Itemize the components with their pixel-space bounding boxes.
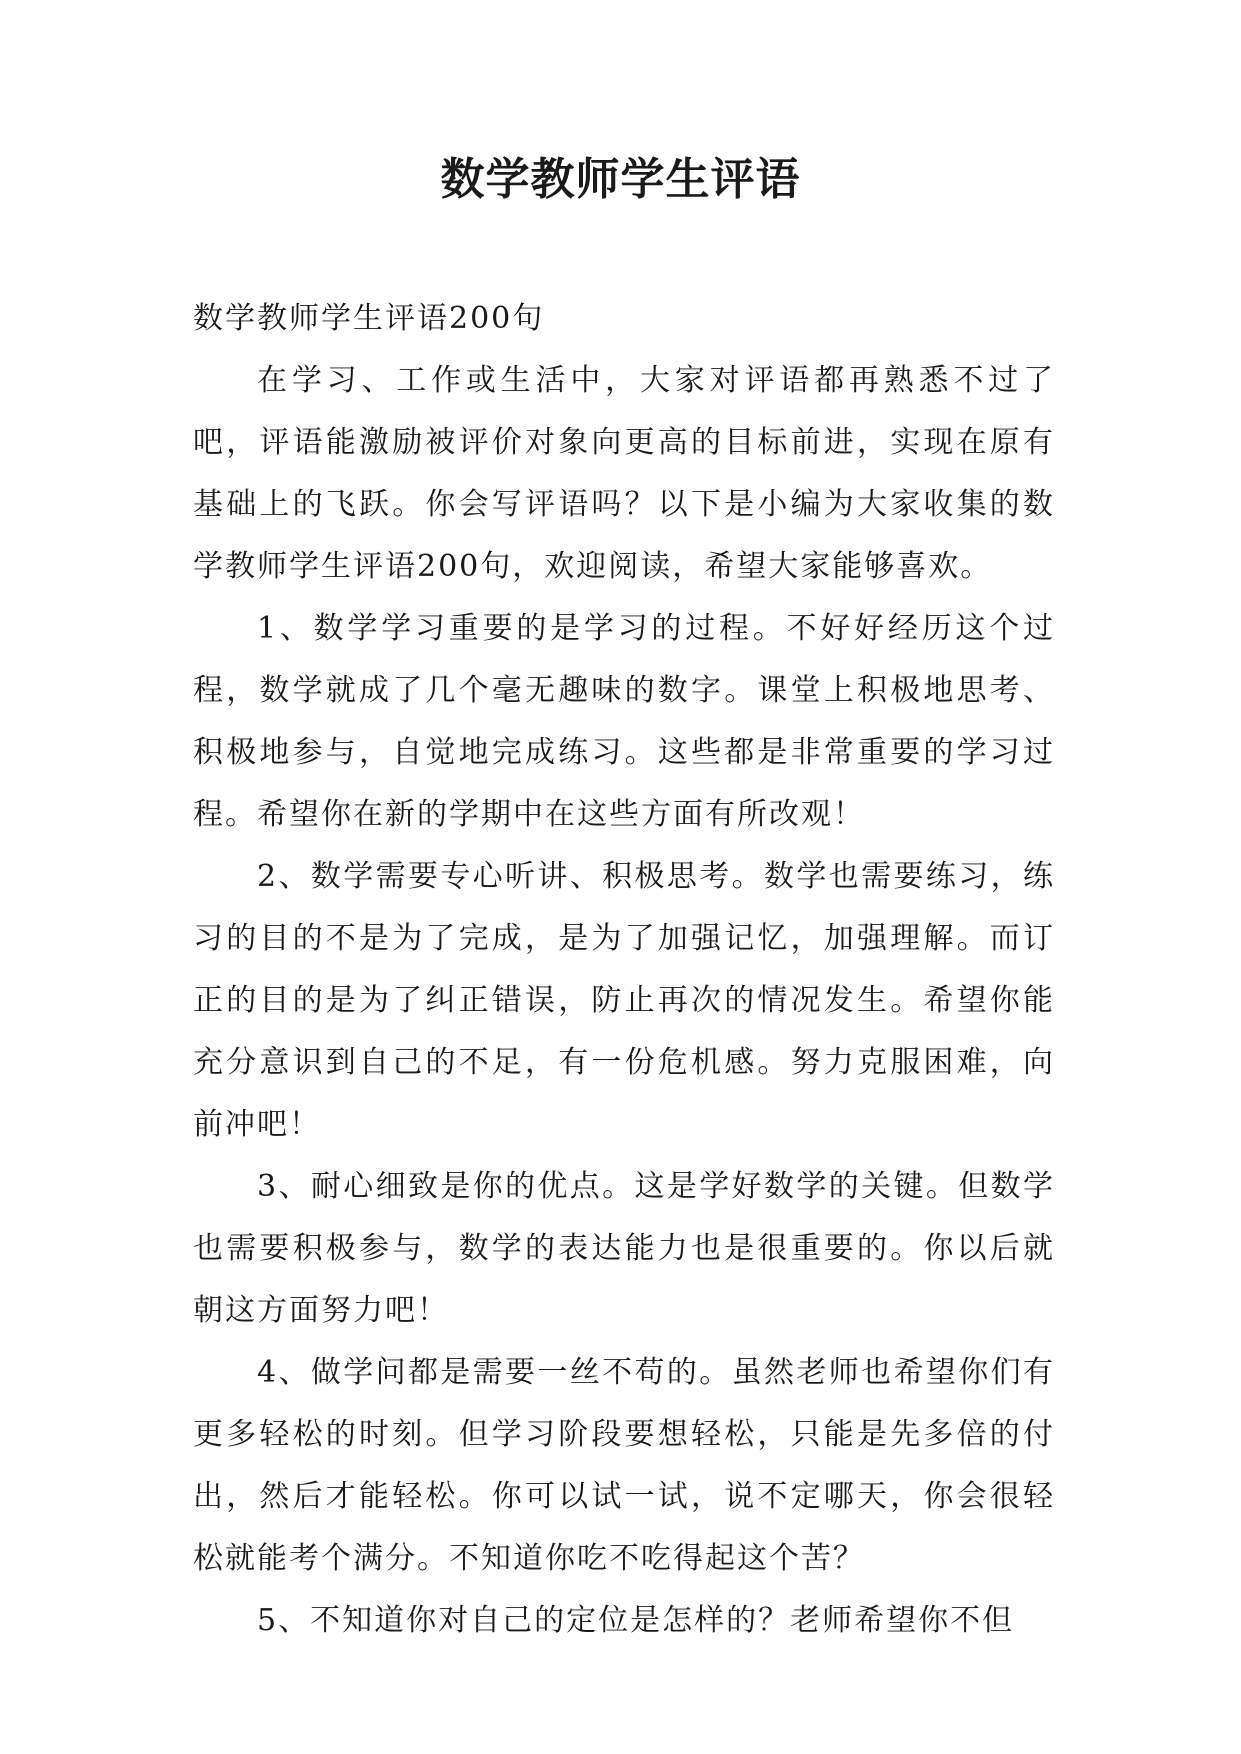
comment-paragraph-2: 2、数学需要专心听讲、积极思考。数学也需要练习，练习的目的不是为了完成，是为了加强记忆，加强理解。而订正的目的是为了纠正错误，防止再次的情况发生。希望你能充分意识到自己的不足，有一份危机感。努力克服困难，向前冲吧！	[193, 859, 1055, 1142]
comment-paragraph-4: 4、做学问都是需要一丝不苟的。虽然老师也希望你们有更多轻松的时刻。但学习阶段要想轻松，只能是先多倍的付出，然后才能轻松。你可以试一试，说不定哪天，你会很轻松就能考个满分。不知道你吃不吃得起这个苦？	[193, 1355, 1055, 1576]
document-subtitle: 数学教师学生评语200句	[193, 301, 545, 336]
document-body	[193, 288, 1055, 1652]
intro-paragraph: 在学习、工作或生活中，大家对评语都再熟悉不过了吧，评语能激励被评价对象向更高的目标前进，实现在原有基础上的飞跃。你会写评语吗？以下是小编为大家收集的数学教师学生评语200句，欢迎阅读，希望大家能够喜欢。	[193, 363, 1055, 584]
comment-paragraph-5: 5、不知道你对自己的定位是怎样的？老师希望你不但	[257, 1603, 1015, 1638]
document-title: 数学教师学生评语	[440, 154, 801, 205]
comment-paragraph-1: 1、数学学习重要的是学习的过程。不好好经历这个过程，数学就成了几个毫无趣味的数字。课堂上积极地思考、积极地参与，自觉地完成练习。这些都是非常重要的学习过程。希望你在新的学期中在这些方面有所改观！	[193, 611, 1055, 832]
comment-paragraph-3: 3、耐心细致是你的优点。这是学好数学的关键。但数学也需要积极参与，数学的表达能力也是很重要的。你以后就朝这方面努力吧！	[193, 1169, 1055, 1328]
